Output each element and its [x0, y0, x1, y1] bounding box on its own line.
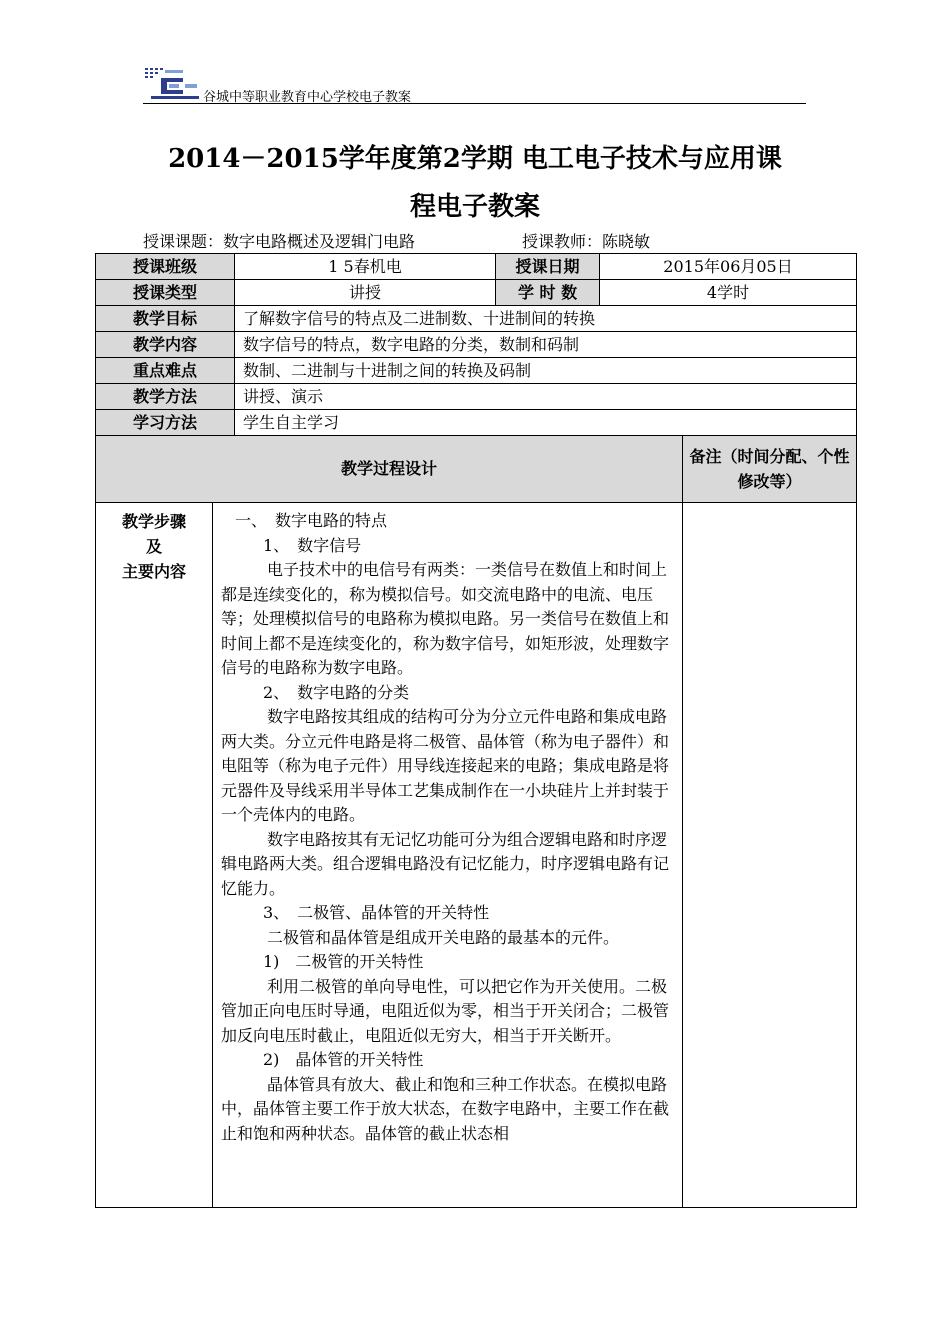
notes-header: 备注（时间分配、个性修改等） [683, 436, 857, 503]
school-logo [143, 64, 201, 100]
method-label: 教学方法 [96, 384, 235, 410]
lesson-teacher: 授课教师：陈晓敏 [522, 232, 651, 251]
method-value: 讲授、演示 [235, 384, 857, 410]
subsection-heading: 1) 二极管的开关特性 [263, 952, 424, 971]
paragraph: 数字电路按其组成的结构可分为分立元件电路和集成电路两大类。分立元件电路是将二极管、晶体管（称为电子器件）和电阻等（称为电子元件）用导线连接起来的电路；集成电路是将元器件及导线采用半导体工艺集成制作在一小块硅片上并封装于一个壳体内的电路。 [221, 707, 670, 824]
steps-label-line3: 主要内容 [121, 562, 186, 581]
lesson-plan-table [95, 253, 857, 1208]
type-label: 授课类型 [96, 280, 235, 306]
subsection-heading: 3、 二极管、晶体管的开关特性 [263, 903, 490, 922]
paragraph: 电子技术中的电信号有两类：一类信号在数值上和时间上都是连续变化的，称为模拟信号。如交流电路中的电流、电压等；处理模拟信号的电路称为模拟电路。另一类信号在数值上和时间上都不是连续变化的，称为数字信号，如矩形波，处理数字信号的电路称为数字电路。 [221, 560, 670, 677]
page-header [143, 64, 806, 104]
doc-title-line2: 程电子教案 [409, 192, 540, 222]
key-value: 数制、二进制与十进制之间的转换及码制 [235, 358, 857, 384]
header-rule [143, 103, 806, 104]
process-design-header: 教学过程设计 [96, 436, 683, 503]
date-value: 2015年06月05日 [600, 254, 857, 280]
hours-label: 学 时 数 [496, 280, 600, 306]
class-value: 1 5春机电 [235, 254, 496, 280]
goal-label: 教学目标 [96, 306, 235, 332]
steps-label-line1: 教学步骤 [121, 512, 186, 531]
content-value: 数字信号的特点，数字电路的分类，数制和码制 [235, 332, 857, 358]
content-label: 教学内容 [96, 332, 235, 358]
type-value: 讲授 [235, 280, 496, 306]
date-label: 授课日期 [496, 254, 600, 280]
school-name: 谷城中等职业教育中心学校电子教案 [203, 90, 412, 105]
section-heading: 一、 数字电路的特点 [235, 511, 388, 530]
goal-value: 了解数字信号的特点及二进制数、十进制间的转换 [235, 306, 857, 332]
lesson-topic: 授课课题：数字电路概述及逻辑门电路 [143, 232, 416, 251]
paragraph: 二极管和晶体管是组成开关电路的最基本的元件。 [267, 927, 620, 947]
key-label: 重点难点 [96, 358, 235, 384]
paragraph: 数字电路按其有无记忆功能可分为组合逻辑电路和时序逻辑电路两大类。组合逻辑电路没有记忆能力，时序逻辑电路有记忆能力。 [221, 829, 670, 898]
lesson-body [213, 503, 683, 1208]
paragraph: 晶体管具有放大、截止和饱和三种工作状态。在模拟电路中，晶体管主要工作于放大状态，在数字电路中，主要工作在截止和饱和两种状态。晶体管的截止状态相 [221, 1074, 670, 1143]
subsection-heading: 2) 晶体管的开关特性 [263, 1050, 424, 1069]
subsection-heading: 1、 数字信号 [263, 535, 362, 555]
study-value: 学生自主学习 [235, 410, 857, 436]
steps-label-line2: 及 [145, 537, 162, 556]
notes-cell [683, 503, 857, 1208]
hours-value: 4学时 [600, 280, 857, 306]
steps-label [96, 503, 213, 1208]
doc-title-line1: 2014－2015学年度第2学期 电工电子技术与应用课 [168, 144, 782, 174]
paragraph: 利用二极管的单向导电性，可以把它作为开关使用。二极管加正向电压时导通，电阻近似为零，相当于开关闭合；二极管加反向电压时截止，电阻近似无穷大，相当于开关断开。 [221, 976, 670, 1045]
subsection-heading: 2、 数字电路的分类 [263, 682, 410, 702]
class-label: 授课班级 [96, 254, 235, 280]
study-label: 学习方法 [96, 410, 235, 436]
